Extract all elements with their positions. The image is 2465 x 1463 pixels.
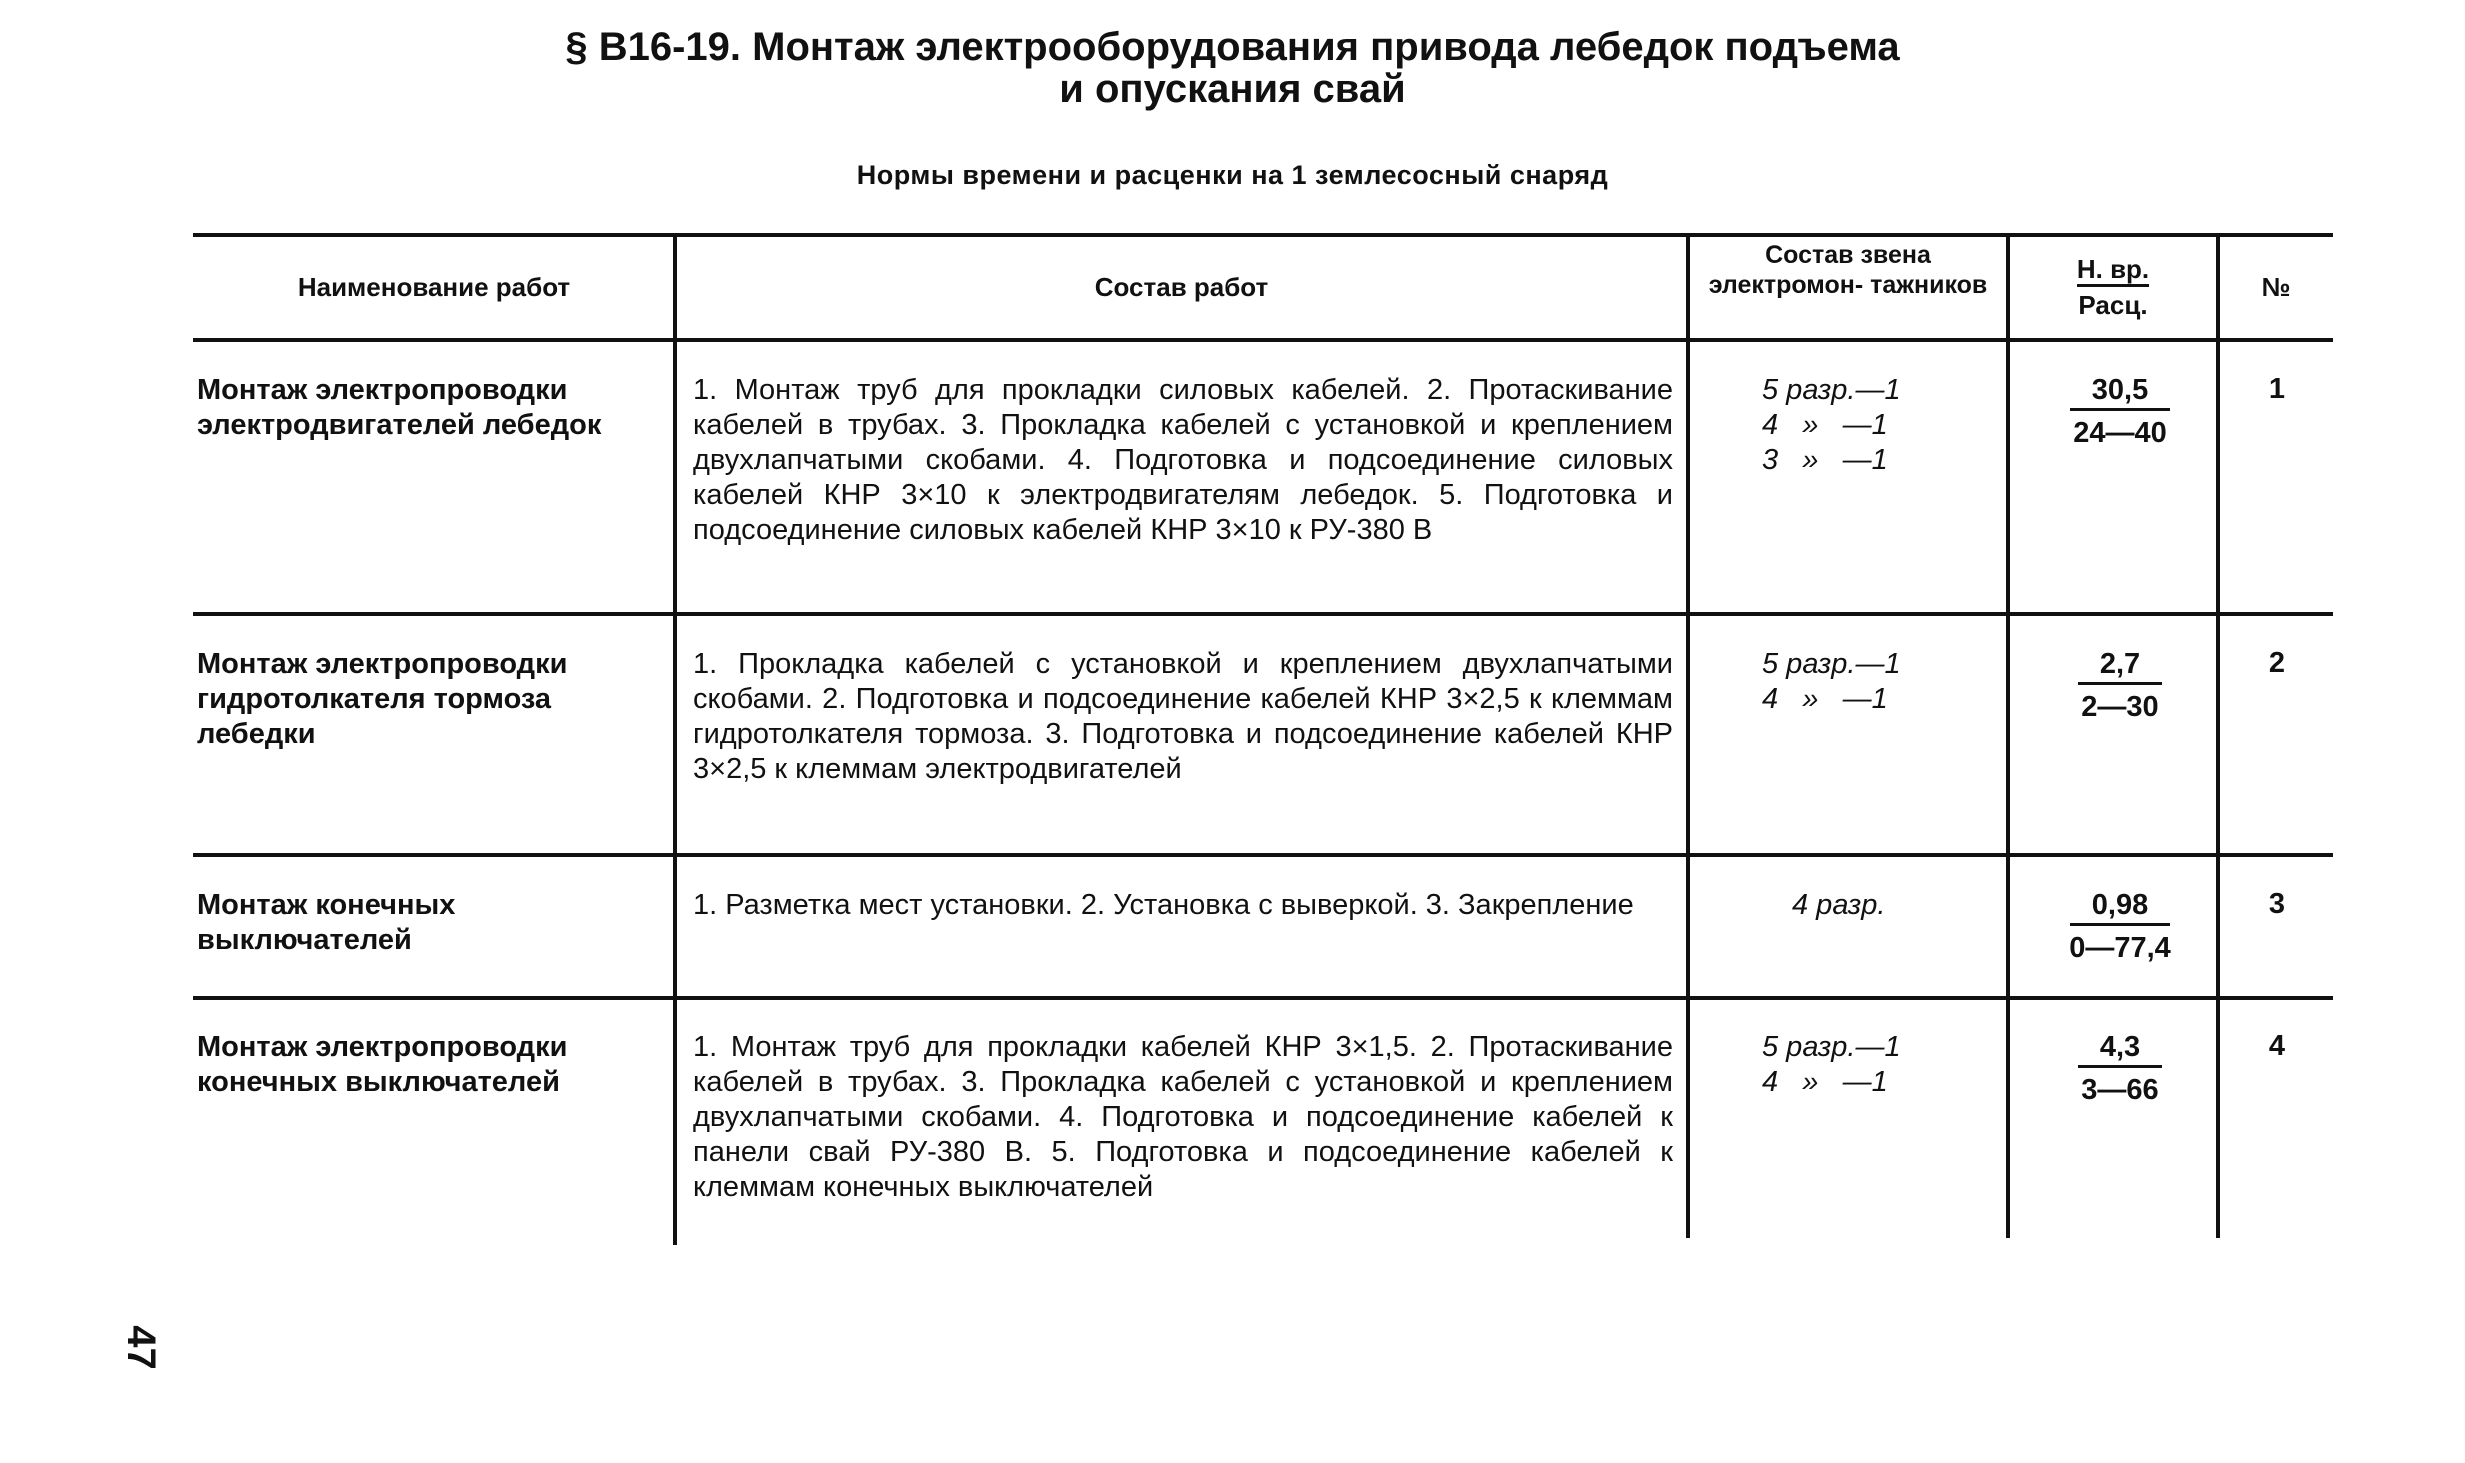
row-1-norm <box>2012 373 2228 453</box>
row-divider <box>193 853 2333 857</box>
header-norm <box>2010 254 2216 323</box>
row-4-norm <box>2012 1030 2228 1110</box>
norm-time-value: 0,98 <box>2070 888 2170 926</box>
page-number: 47 <box>118 1325 163 1370</box>
norm-rate-value: 3—66 <box>2081 1074 2159 1106</box>
row-3-number: 3 <box>2268 888 2286 920</box>
row-4-name: Монтаж электропроводки конечных выключателей <box>197 1031 568 1098</box>
row-3-name: Монтаж конечных выключателей <box>197 889 456 956</box>
row-1-number: 1 <box>2268 373 2286 405</box>
header-work-name: Наименование работ <box>297 272 571 302</box>
crew-line: 3 » —1 <box>1762 444 1888 476</box>
row-3-norm <box>2012 888 2228 968</box>
norm-rate-value: 2—30 <box>2081 691 2159 723</box>
row-2-name: Монтаж электропроводки гидротолкателя тормоза лебедки <box>197 648 568 750</box>
row-2-norm <box>2012 647 2228 727</box>
row-2-number: 2 <box>2268 647 2286 679</box>
crew-line: 4 » —1 <box>1762 1066 1888 1098</box>
row-3-crew <box>1692 888 2012 923</box>
norm-time-value: 4,3 <box>2078 1030 2162 1068</box>
row-2-work: 1. Прокладка кабелей с установкой и креплением двухлапчатыми скобами. 2. Подготовка и подсоединение кабелей КНР 3×2,5 к клеммам гидротолкателя тормоза. 3. Подготовка и подсоединение кабелей КНР 3×2,5 к клеммам электродвигателей <box>693 648 1673 785</box>
header-norm-time: Н. вр. <box>2077 254 2149 287</box>
header-bottom-rule <box>193 338 2333 342</box>
norm-time-value: 30,5 <box>2070 373 2170 411</box>
row-3-work: 1. Разметка мест установки. 2. Установка с выверкой. 3. Закрепление <box>693 889 1634 921</box>
norm-rate-value: 24—40 <box>2073 417 2167 449</box>
crew-line: 5 разр.—1 <box>1762 648 1901 680</box>
row-1-crew <box>1692 373 2012 478</box>
column-divider <box>1686 235 1690 1238</box>
row-1-name: Монтаж электропроводки электродвигателей лебедок <box>197 374 602 441</box>
row-4-work: 1. Монтаж труб для прокладки кабелей КНР 3×1,5. 2. Протаскивание кабелей в трубах. 3. Прокладка кабелей с установкой и креплением двухлапчатыми скобами. 4. Подготовка и подсоединение кабелей к панели свай РУ-380 В. 5. Подготовка и подсоединение кабелей к клеммам конечных выключателей <box>693 1031 1673 1203</box>
page-title-continued: и опускания свай <box>1059 67 1406 111</box>
row-divider <box>193 996 2333 1000</box>
row-1-work: 1. Монтаж труб для прокладки силовых кабелей. 2. Протаскивание кабелей в трубах. 3. Прокладка кабелей с установкой и креплением двухлапчатыми скобами. 4. Подготовка и подсоединение силовых кабелей КНР 3×10 к электродвигателям лебедок. 5. Подготовка и подсоединение силовых кабелей КНР 3×10 к РУ-380 В <box>693 374 1673 546</box>
table-subtitle: Нормы времени и расценки на 1 землесосный снаряд <box>856 160 1609 190</box>
norm-time-value: 2,7 <box>2078 647 2162 685</box>
crew-line: 5 разр.—1 <box>1762 1031 1901 1063</box>
header-crew: Состав звена электромон- тажников <box>1708 241 1988 299</box>
column-divider <box>673 235 677 1245</box>
norm-rate-value: 0—77,4 <box>2069 932 2171 964</box>
header-number: № <box>2261 272 2291 302</box>
crew-line: 4 » —1 <box>1762 683 1888 715</box>
row-4-crew <box>1692 1030 2012 1100</box>
table-top-rule <box>193 233 2333 237</box>
page-title: § В16-19. Монтаж электрооборудования привода лебедок подъема <box>565 25 1900 69</box>
row-2-crew <box>1692 647 2012 717</box>
crew-line: 4 » —1 <box>1762 409 1888 441</box>
row-divider <box>193 612 2333 616</box>
header-norm-rate: Расц. <box>2078 290 2148 320</box>
crew-line: 4 разр. <box>1792 889 1886 921</box>
row-4-number: 4 <box>2268 1030 2286 1062</box>
header-work-composition: Состав работ <box>1094 272 1269 302</box>
crew-line: 5 разр.—1 <box>1762 374 1901 406</box>
